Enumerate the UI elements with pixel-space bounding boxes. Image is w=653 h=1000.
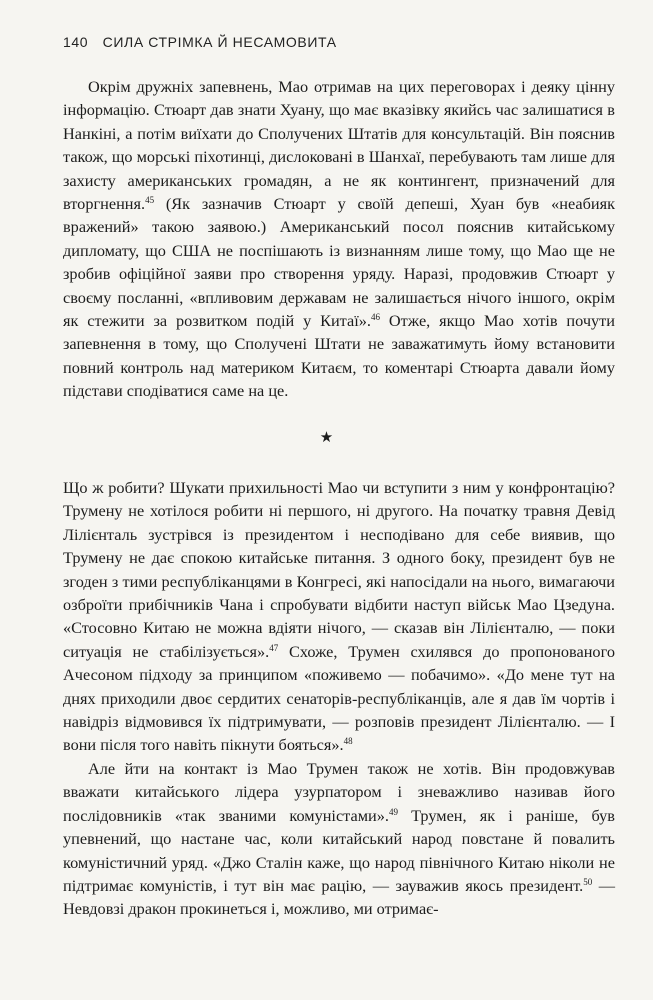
text-run: Але йти на контакт із Мао Трумен також не хотів. Він продовжував вважати китайського лідера узурпатором і зневажливо називав його послідовників «так званими комуністами». xyxy=(63,758,615,825)
footnote-ref: 46 xyxy=(370,312,380,323)
page-number: 140 xyxy=(63,34,89,50)
text-run: — Невдовзі дракон прокинеться і, можливо, ми отримає- xyxy=(63,875,615,919)
text-run: (Як зазначив Стюарт у своїй депеші, Хуан був «неабияк вражений» такою заявою.) Американський посол пояснив китайському дипломату, що США не поспішають із визнанням лише тому, що Мао ще не зробив офіційної заяви про створення уряду. Наразі, продовжив Стюарт у своєму посланні, «впливовим державам не залишається нічого іншого, окрім як стежити за розвитком подій у Китаї». xyxy=(63,194,615,331)
footnote-ref: 50 xyxy=(583,876,593,887)
paragraph xyxy=(63,476,615,757)
running-header xyxy=(63,34,337,50)
text-run: Схоже, Трумен схилявся до пропонованого Ачесоном підходу за принципом «поживемо — побачимо». «До мене тут на днях приходили двоє сердитих сенаторів-республіканців, але я дав їм чортів і навідріз відмовився їх підтримувати, — розповів президент Лілієнталю. — І вони після того навіть пікнути бояться». xyxy=(63,641,615,755)
footnote-ref: 47 xyxy=(269,642,279,653)
running-title: СИЛА СТРІМКА Й НЕСАМОВИТА xyxy=(102,34,337,50)
paragraph xyxy=(63,75,615,403)
text-run: Отже, якщо Мао хотів почути запевнення в тому, що Сполучені Штати не заважатимуть йому встановити повний контроль над материком Китаєм, то коментарі Стюарта давали йому підстави сподіватися саме на це. xyxy=(63,311,615,401)
text-run: Окрім дружніх запевнень, Мао отримав на цих переговорах і деяку цінну інформацію. Стюарт дав знати Хуану, що має вказівку якийсь час залишатися в Нанкіні, а потім виїхати до Сполучених Штатів для консультацій. Він пояснив також, що морські піхотинці, дислоковані в Шанхаї, перебувають там лише для захисту американських громадян, а не як контингент, призначений для вторгнення. xyxy=(63,77,615,214)
text-run: Що ж робити? Шукати прихильності Мао чи вступити з ним у конфронтацію? Трумену не хотілося робити ні першого, ні другого. На початку травня Девід Лілієнталь зустрівся із президентом і несподівано для себе виявив, що Трумену не дає спокою китайське питання. З одного боку, президент був не згоден з тими республіканцями в Конгресі, які напосідали на нього, вимагаючи озброїти прибічників Чана і спробувати відбити наступ військ Мао Цзедуна. «Стосовно Китаю не можна вдіяти нічого, — сказав він Лілієнталю, — поки ситуація не стабілізується». xyxy=(63,478,615,661)
paragraph xyxy=(63,757,615,921)
section-divider-star: ★ xyxy=(319,428,334,446)
footnote-ref: 45 xyxy=(145,195,155,206)
text-block-1 xyxy=(63,75,615,403)
text-block-2 xyxy=(63,476,615,921)
text-run: Трумен, як і раніше, був упевнений, що настане час, коли китайський народ повстане й повалить комуністичний уряд. «Джо Сталін каже, що народ північного Китаю ніколи не підтримає комуністів, і тут він має рацію, — зауважив якось президент. xyxy=(63,805,615,895)
footnote-ref: 49 xyxy=(388,806,398,817)
footnote-ref: 48 xyxy=(343,736,353,747)
